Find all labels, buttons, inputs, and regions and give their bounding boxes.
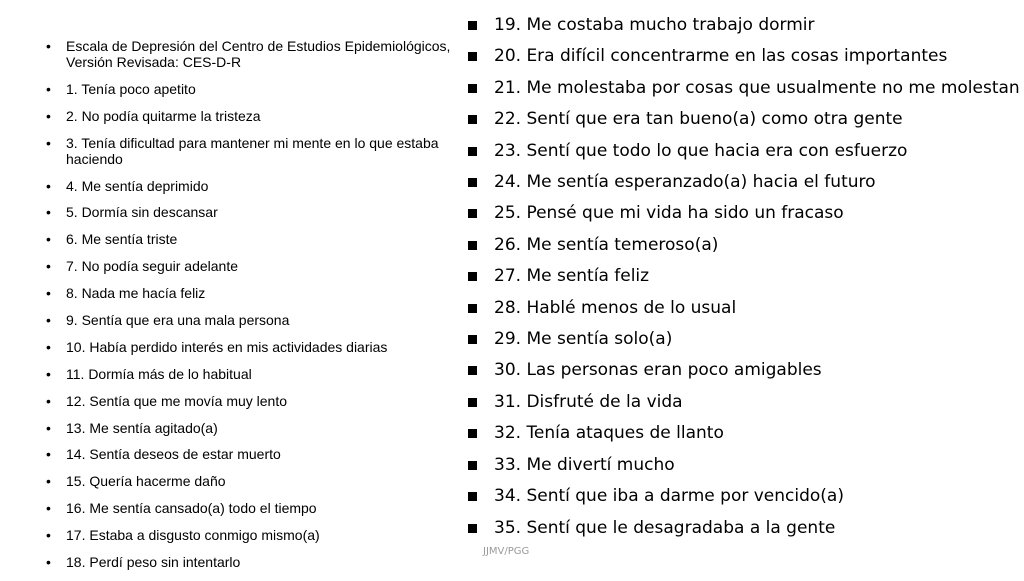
right-list-item [468, 418, 1008, 449]
square-bullet-icon [468, 461, 477, 470]
item-text: 30. Las personas eran poco amigables [494, 360, 822, 381]
right-list-item [468, 293, 1008, 324]
item-text: 33. Me divertí mucho [494, 454, 675, 475]
round-bullet-icon: • [46, 527, 51, 544]
round-bullet-icon: • [46, 365, 51, 382]
item-text: 18. Perdí peso sin intentarlo [66, 554, 241, 571]
left-list-item [44, 135, 464, 167]
right-list-item [468, 355, 1008, 386]
left-list-item [44, 500, 464, 516]
left-list-item [44, 231, 464, 247]
left-list-item [44, 527, 464, 543]
round-bullet-icon: • [46, 392, 51, 409]
left-list-item [44, 339, 464, 355]
item-text: 15. Quería hacerme daño [66, 473, 226, 490]
item-text: 35. Sentí que le desagradaba a la gente [494, 517, 836, 538]
item-text: 31. Disfruté de la vida [494, 391, 683, 412]
right-list-item [468, 10, 1008, 41]
left-list-item [44, 81, 464, 97]
square-bullet-icon [468, 524, 477, 533]
item-text: 26. Me sentía temeroso(a) [494, 234, 719, 255]
item-text: 16. Me sentía cansado(a) todo el tiempo [66, 500, 317, 517]
footer-credit: JJMV/PGG [483, 546, 530, 557]
right-list-item [468, 324, 1008, 355]
square-bullet-icon [468, 241, 477, 250]
item-text: 4. Me sentía deprimido [66, 177, 209, 194]
item-text: 13. Me sentía agitado(a) [66, 419, 218, 436]
right-list-item [468, 41, 1008, 72]
right-list-item [468, 104, 1008, 135]
right-list-item [468, 513, 1008, 544]
item-text: 34. Sentí que iba a darme por vencido(a) [494, 486, 844, 507]
square-bullet-icon [468, 147, 477, 156]
left-list-item [44, 108, 464, 124]
left-list-item [44, 446, 464, 462]
left-list-item [44, 178, 464, 194]
item-text: 23. Sentí que todo lo que hacia era con esfuerzo [494, 140, 908, 161]
item-text: 19. Me costaba mucho trabajo dormir [494, 15, 815, 35]
item-text: 29. Me sentía solo(a) [494, 329, 673, 350]
right-list-item [468, 136, 1008, 167]
item-text: 22. Sentí que era tan bueno(a) como otra gente [494, 109, 903, 130]
round-bullet-icon: • [46, 312, 51, 329]
round-bullet-icon: • [46, 500, 51, 517]
square-bullet-icon [468, 429, 477, 438]
right-list-item [468, 198, 1008, 229]
round-bullet-icon: • [46, 258, 51, 275]
item-text: 32. Tenía ataques de llanto [494, 423, 724, 444]
square-bullet-icon [468, 209, 477, 218]
round-bullet-icon: • [46, 285, 51, 302]
item-text: 27. Me sentía feliz [494, 266, 650, 287]
round-bullet-icon: • [46, 38, 51, 54]
round-bullet-icon: • [46, 107, 51, 124]
item-text: 17. Estaba a disgusto conmigo mismo(a) [66, 527, 320, 544]
right-list-item [468, 481, 1008, 512]
left-list-item [44, 473, 464, 489]
round-bullet-icon: • [46, 134, 51, 151]
square-bullet-icon [468, 21, 477, 30]
right-list-item [468, 73, 1020, 104]
square-bullet-icon [468, 304, 477, 313]
item-text: 5. Dormía sin descansar [66, 204, 218, 221]
left-list-item [44, 366, 464, 382]
item-text: 10. Había perdido interés en mis actividades diarias [66, 338, 388, 355]
square-bullet-icon [468, 398, 477, 407]
item-text: 9. Sentía que era una mala persona [66, 312, 290, 329]
round-bullet-icon: • [46, 231, 51, 248]
item-text: 6. Me sentía triste [66, 231, 178, 248]
left-list-item [44, 38, 464, 70]
item-text: 8. Nada me hacía feliz [66, 285, 206, 302]
round-bullet-icon: • [46, 473, 51, 490]
right-list-item [468, 230, 1008, 261]
left-list-item [44, 258, 464, 274]
round-bullet-icon: • [46, 554, 51, 571]
right-list-item [468, 261, 1008, 292]
round-bullet-icon: • [46, 80, 51, 97]
round-bullet-icon: • [46, 204, 51, 221]
item-text: 24. Me sentía esperanzado(a) hacia el futuro [494, 172, 876, 193]
round-bullet-icon: • [46, 338, 51, 355]
right-list-item [468, 387, 1008, 418]
item-text: Escala de Depresión del Centro de Estudios Epidemiológicos, Versión Revisada: CES-D-R [66, 38, 451, 70]
item-text: 2. No podía quitarme la tristeza [66, 107, 261, 124]
square-bullet-icon [468, 84, 477, 93]
square-bullet-icon [468, 492, 477, 501]
left-list-item [44, 420, 464, 436]
left-item-list [44, 38, 464, 581]
right-list-item [468, 167, 1008, 198]
item-text: 11. Dormía más de lo habitual [66, 365, 252, 382]
round-bullet-icon: • [46, 446, 51, 463]
item-text: 12. Sentía que me movía muy lento [66, 392, 288, 409]
item-text: 25. Pensé que mi vida ha sido un fracaso [494, 203, 844, 224]
item-text: 21. Me molestaba por cosas que usualmente no me molestan [494, 77, 1020, 98]
right-list-item [468, 450, 1008, 481]
square-bullet-icon [468, 115, 477, 124]
item-text: 14. Sentía deseos de estar muerto [66, 446, 281, 463]
square-bullet-icon [468, 52, 477, 61]
round-bullet-icon: • [46, 177, 51, 194]
item-text: 7. No podía seguir adelante [66, 258, 239, 275]
left-list-item [44, 312, 464, 328]
left-list-item [44, 554, 464, 570]
round-bullet-icon: • [46, 419, 51, 436]
left-list-item [44, 393, 464, 409]
square-bullet-icon [468, 366, 477, 375]
item-text: 20. Era difícil concentrarme en las cosas importantes [494, 46, 948, 67]
item-text: 28. Hablé menos de lo usual [494, 297, 737, 318]
left-list-item [44, 204, 464, 220]
square-bullet-icon [468, 335, 477, 344]
right-item-list [468, 10, 1020, 544]
square-bullet-icon [468, 178, 477, 187]
item-text: 1. Tenía poco apetito [66, 80, 196, 97]
square-bullet-icon [468, 272, 477, 281]
item-text: 3. Tenía dificultad para mantener mi mente en lo que estaba haciendo [66, 134, 439, 167]
left-list-item [44, 285, 464, 301]
